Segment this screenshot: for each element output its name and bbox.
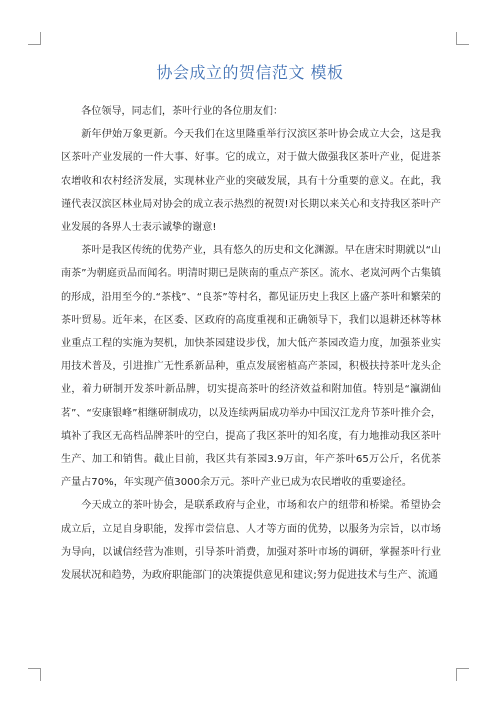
- document-body: [61, 100, 441, 587]
- paragraph-history: 茶叶是我区传统的优势产业，具有悠久的历史和文化渊源。早在唐宋时期就以“山南茶”为朝庭贡品而闻名。明清时期已是陕南的重点产茶区。流水、老岚河两个古集镇的形成，沿用至今的.“茶栈”、“良茶”等村名，都见证历史上我区上盛产茶叶和繁荣的茶叶贸易。近年来，在区委、区政府的高度重视和正确领导下，我们以退耕还林等林业重点工程的实施为契机，加快茶园建设步伐，加大低产茶园改造力度，加强茶业实用技术普及，引进推广无性系新品种，重点发展密植高产茶园，积极扶持茶叶龙头企业，着力研制开发茶叶新品牌，切实提高茶叶的经济效益和附加值。特别是“瀛湖仙茗”、“安康银峰”相继研制成功，以及连续两届成功举办中国汉江龙舟节茶叶推介会，填补了我区无高档品牌茶叶的空白，提高了我区茶叶的知名度，有力地推动我区茶叶生产、加工和销售。截止目前，我区共有茶园3.9万亩，年产茶叶65万公斤，名优茶产量占70%，年实现产值3000余万元。茶叶产业已成为农民增收的重要途径。: [61, 245, 441, 489]
- salutation: 各位领导，同志们，茶叶行业的各位朋友们：: [81, 106, 284, 117]
- crop-mark-bottom-right: [456, 668, 469, 681]
- document-title: 协会成立的贺信范文 模板: [156, 63, 344, 82]
- crop-mark-bottom-left: [28, 668, 41, 681]
- crop-mark-top-left: [28, 32, 41, 45]
- crop-mark-top-right: [456, 32, 469, 45]
- paragraph-opening: 新年伊始万象更新。今天我们在这里隆重举行汉滨区茶叶协会成立大会，这是我区茶叶产业发展的一件大事、好事。它的成立，对于做大做强我区茶叶产业，促进茶农增收和农村经济发展，实现林业产业的突破发展，具有十分重要的意义。在此，我谨代表汉滨区林业局对协会的成立表示热烈的祝贺!对长期以来关心和支持我区茶叶产业发展的各界人士表示诚挚的谢意!: [61, 129, 441, 234]
- paragraph-association: 今天成立的茶叶协会，是联系政府与企业，市场和农户的纽带和桥梁。希望协会成立后，立足自身职能，发挥市尝信息、人才等方面的优势，以服务为宗旨，以市场为导向，以诚信经营为准则，引导茶叶消费，加强对茶叶市场的调研，掌握茶叶行业发展状况和趋势，为政府职能部门的决策提供意见和建议;努力促进技术与生产、流通: [61, 500, 441, 582]
